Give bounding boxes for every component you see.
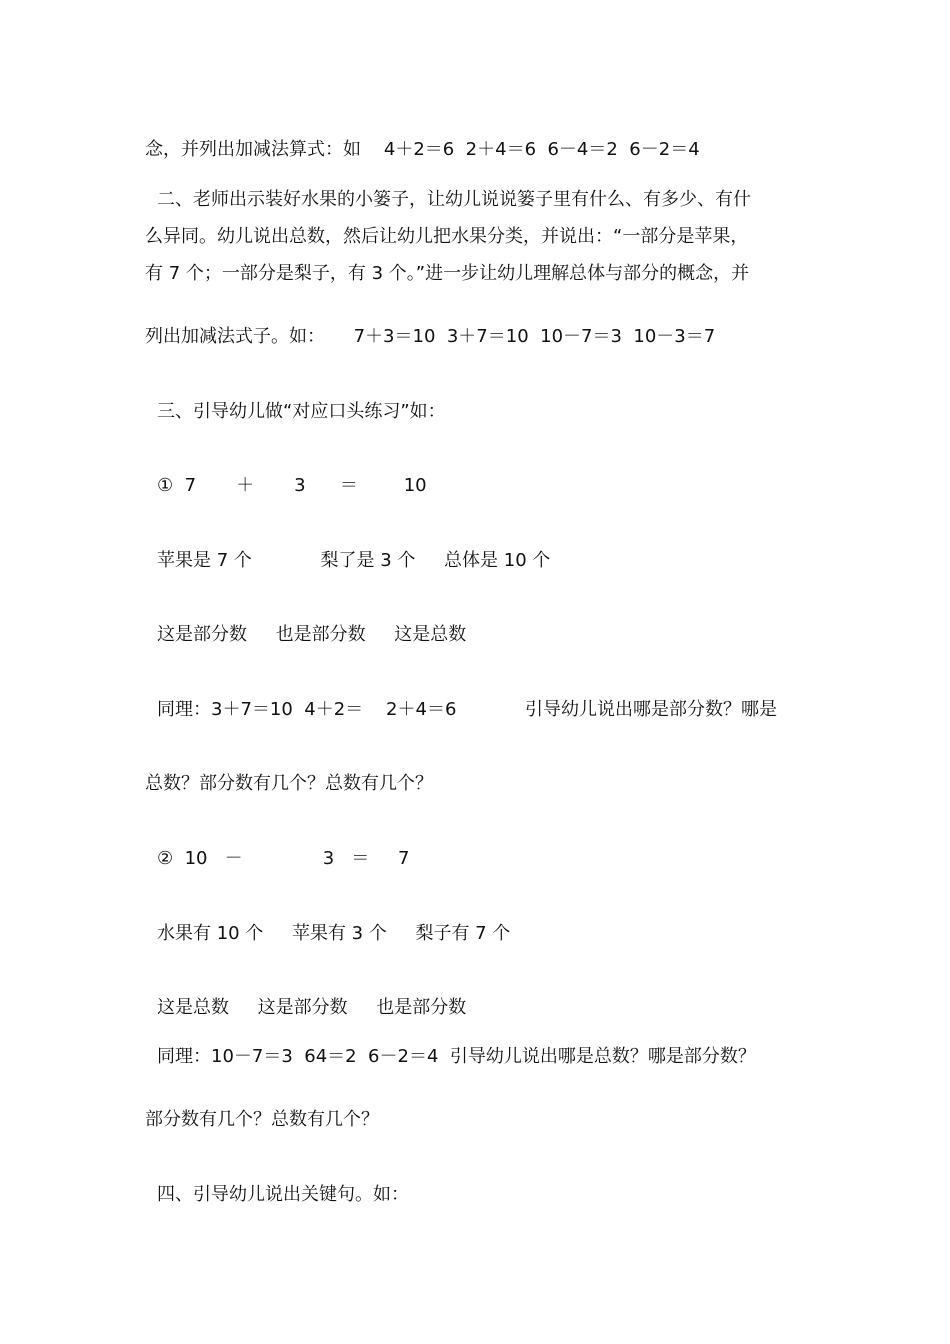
text-line-12: ② 10 － 3 ＝ 7: [157, 848, 410, 869]
text-line-3: 么异同。幼儿说出总数，然后让幼儿把水果分类，并说出：“一部分是苹果，: [145, 226, 749, 247]
text-line-6: 三、引导幼儿做“对应口头练习”如：: [157, 401, 446, 422]
text-line-16: 部分数有几个？总数有几个？: [145, 1109, 379, 1130]
text-line-15: 同理：10－7＝3 64＝2 6－2＝4 引导幼儿说出哪是总数？哪是部分数？: [157, 1046, 756, 1067]
text-line-1: 念，并列出加减法算式：如 4＋2＝6 2＋4＝6 6－4＝2 6－2＝4: [145, 139, 700, 160]
text-line-7: ① 7 ＋ 3 ＝ 10: [157, 475, 427, 496]
text-line-10: 同理：3＋7＝10 4＋2＝ 2＋4＝6 引导幼儿说出哪是部分数？哪是: [157, 699, 778, 720]
text-line-4: 有 7 个；一部分是梨子，有 3 个。”进一步让幼儿理解总体与部分的概念，并: [145, 263, 750, 284]
text-line-11: 总数？部分数有几个？总数有几个？: [145, 773, 433, 794]
text-line-8: 苹果是 7 个 梨了是 3 个 总体是 10 个: [157, 550, 551, 571]
text-line-5: 列出加减法式子。如： 7＋3＝10 3＋7＝10 10－7＝3 10－3＝7: [145, 326, 716, 347]
text-line-9: 这是部分数 也是部分数 这是总数: [157, 624, 467, 645]
text-line-13: 水果有 10 个 苹果有 3 个 梨子有 7 个: [157, 923, 511, 944]
text-line-14: 这是总数 这是部分数 也是部分数: [157, 997, 467, 1018]
text-line-17: 四、引导幼儿说出关键句。如：: [157, 1184, 409, 1205]
text-line-2: 二、老师出示装好水果的小篓子，让幼儿说说篓子里有什么、有多少、有什: [157, 189, 751, 210]
